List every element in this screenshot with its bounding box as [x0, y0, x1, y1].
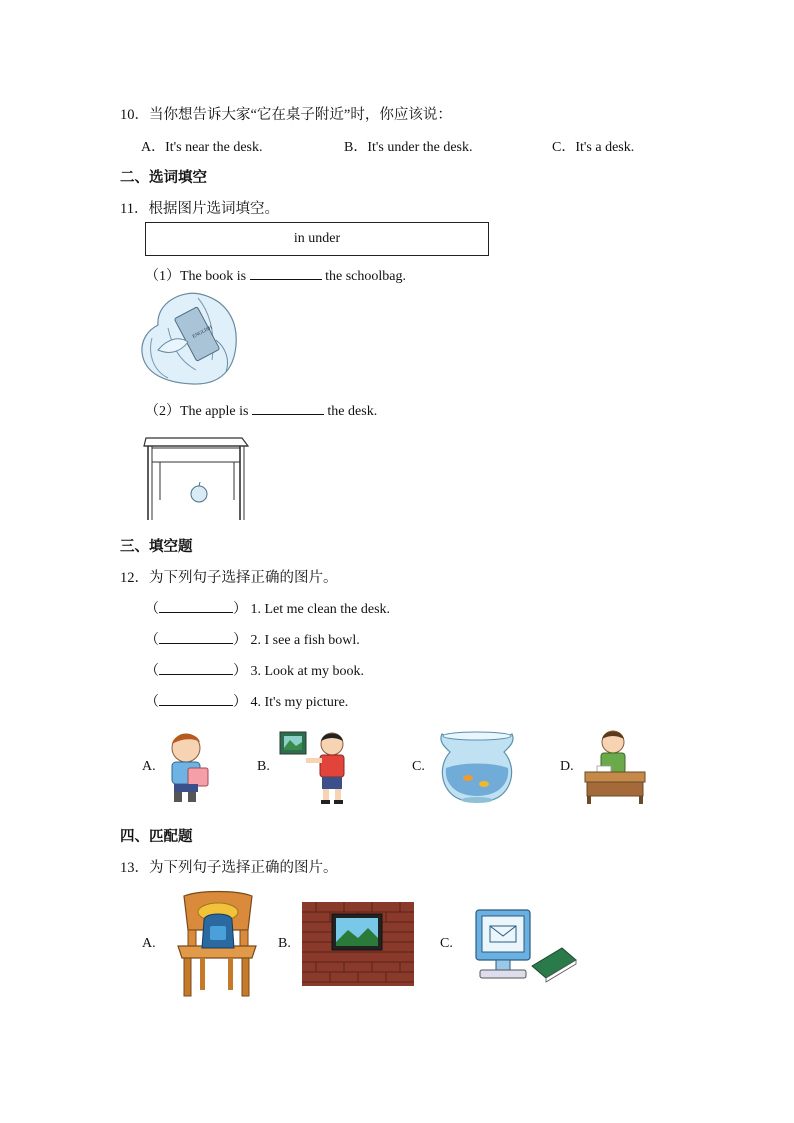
q12-item-1-text: 1. Let me clean the desk.	[250, 602, 391, 617]
q12-item-1	[145, 598, 390, 618]
q12-item-4-text: 4. It's my picture.	[250, 695, 349, 710]
choice-label-a: A.	[142, 759, 156, 774]
q11-item-1	[145, 265, 406, 285]
boy-pointing-at-picture-image	[278, 726, 360, 806]
boy-reading-book-image	[162, 728, 220, 804]
q12-item-2-text: 2. I see a fish bowl.	[250, 633, 360, 648]
bracket-open: （	[145, 664, 159, 679]
bracket-open: （	[145, 695, 159, 710]
answer-blank[interactable]	[159, 629, 233, 644]
boy-cleaning-desk-image	[583, 726, 647, 806]
q12-item-2	[145, 629, 360, 649]
choice-label-c: C.	[412, 759, 425, 774]
q11-item-1-prefix: （1）The book is	[145, 269, 247, 284]
desk-with-apple-image	[142, 434, 252, 524]
schoolbag-with-book-image	[138, 290, 244, 390]
bracket-close: ）	[233, 664, 247, 679]
choice-label-b: B.	[278, 936, 291, 951]
q11-item-2-prefix: （2）The apple is	[145, 404, 249, 419]
word-box: in under	[145, 222, 489, 256]
q12-stem: 12．为下列句子选择正确的图片。	[120, 570, 338, 586]
bracket-open: （	[145, 633, 159, 648]
answer-blank[interactable]	[159, 660, 233, 675]
q11-item-1-suffix: the schoolbag.	[325, 269, 406, 284]
bracket-open: （	[145, 602, 159, 617]
q12-item-4	[145, 691, 348, 711]
q11-item-2-suffix: the desk.	[327, 404, 378, 419]
q10-option-c: C．It's a desk.	[552, 140, 635, 155]
q10-stem: 10．当你想告诉大家“它在桌子附近”时，你应该说：	[120, 107, 452, 123]
q13-stem: 13．为下列句子选择正确的图片。	[120, 860, 338, 876]
choice-label-d: D.	[560, 759, 574, 774]
computer-and-book-image	[470, 906, 580, 984]
bracket-close: ）	[233, 602, 247, 617]
bracket-close: ）	[233, 633, 247, 648]
answer-blank[interactable]	[252, 400, 324, 415]
svg-text:ENGLISH: ENGLISH	[192, 325, 214, 340]
choice-label-a: A.	[142, 936, 156, 951]
answer-blank[interactable]	[250, 265, 322, 280]
q12-item-3	[145, 660, 364, 680]
q10-option-a: A．It's near the desk.	[141, 140, 263, 155]
answer-blank[interactable]	[159, 598, 233, 613]
picture-on-brick-wall-image	[302, 902, 414, 986]
section-title: 三、填空题	[120, 539, 193, 555]
section-title: 四、匹配题	[120, 829, 193, 845]
choice-label-b: B.	[257, 759, 270, 774]
bracket-close: ）	[233, 695, 247, 710]
chair-with-schoolbag-image	[170, 890, 264, 998]
q11-stem: 11．根据图片选词填空。	[120, 201, 279, 217]
q12-item-3-text: 3. Look at my book.	[250, 664, 365, 679]
q10-option-b: B．It's under the desk.	[344, 140, 473, 155]
section-title: 二、选词填空	[120, 170, 207, 186]
answer-blank[interactable]	[159, 691, 233, 706]
choice-label-c: C.	[440, 936, 453, 951]
fish-bowl-image	[438, 728, 516, 804]
q11-item-2	[145, 400, 377, 420]
